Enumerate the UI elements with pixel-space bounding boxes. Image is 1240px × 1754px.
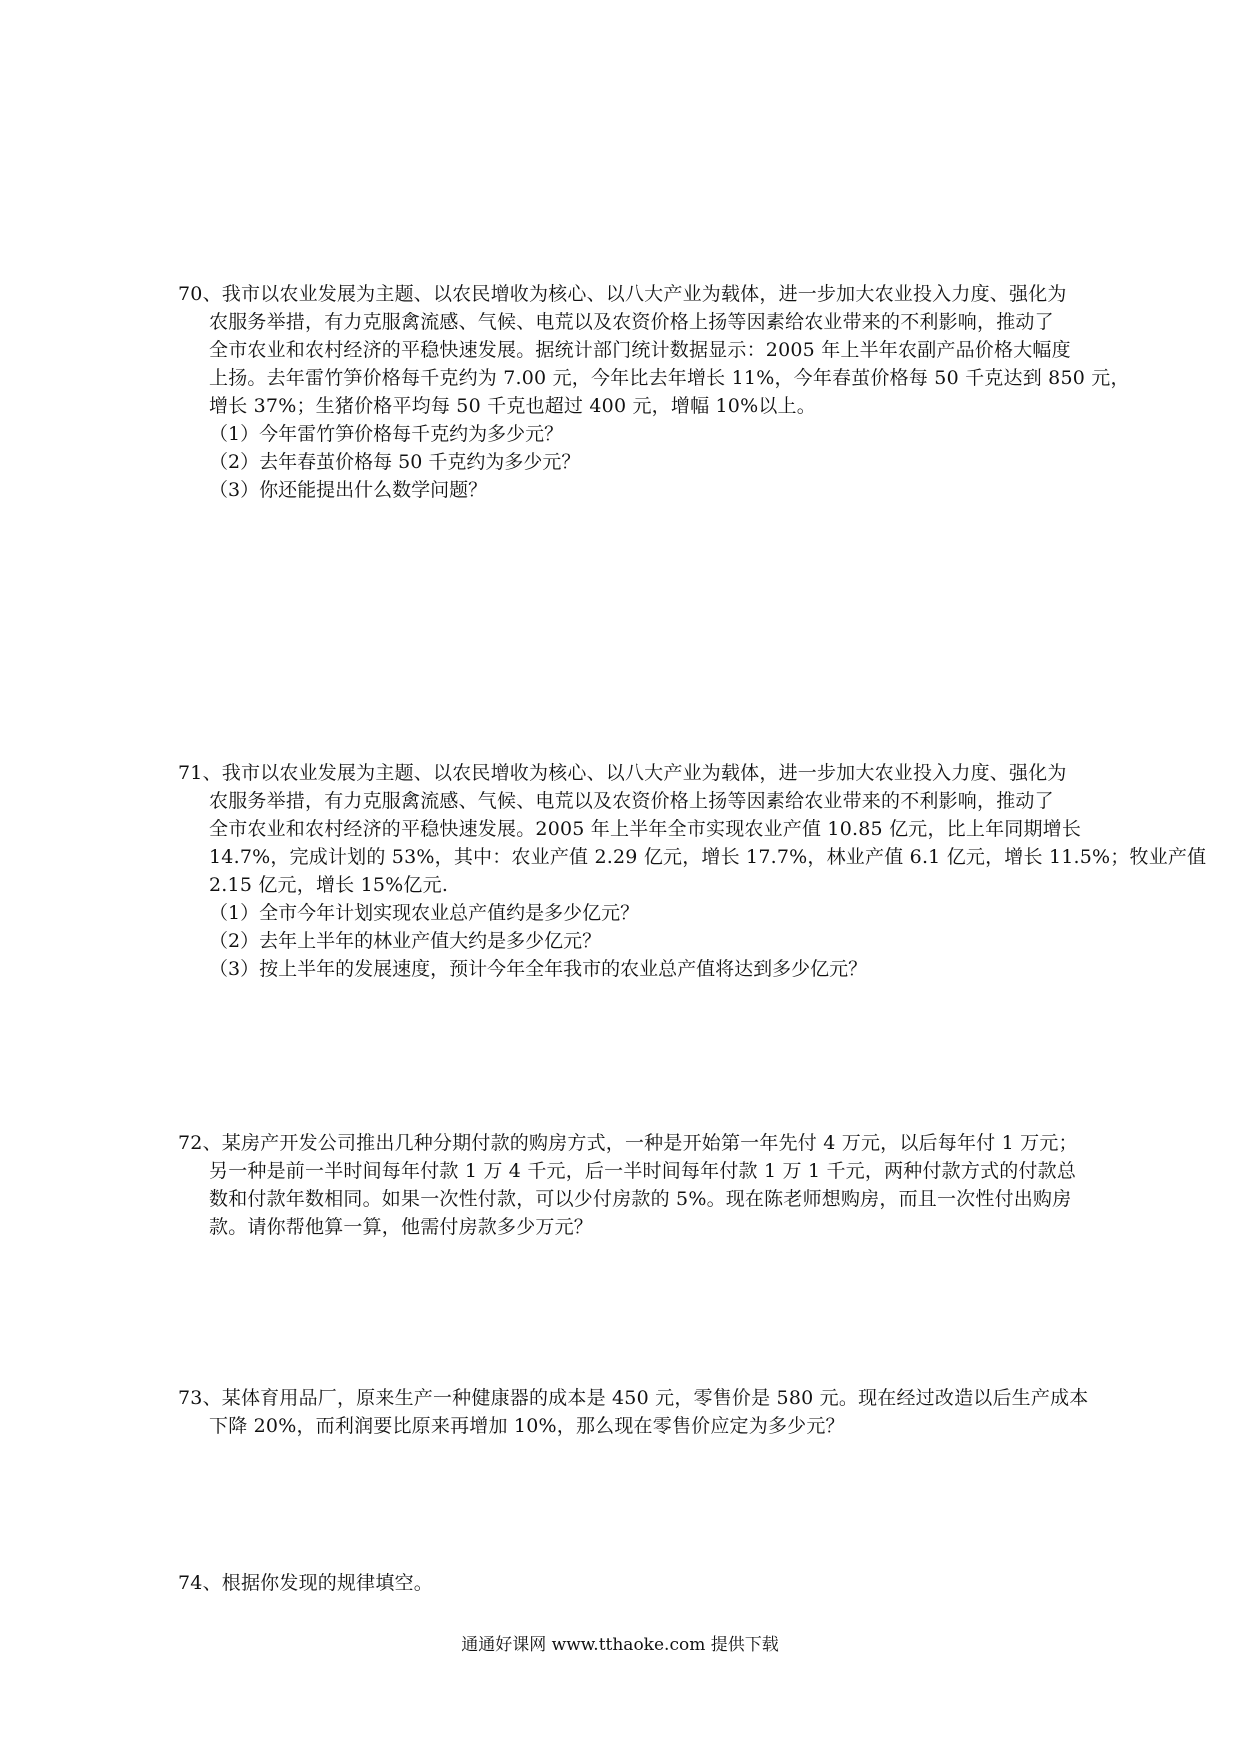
problem-text-line: 70、我市以农业发展为主题、以农民增收为核心、以八大产业为载体，进一步加大农业投入力度、强化为 (178, 283, 1067, 305)
problem-70 (178, 280, 1178, 504)
problem-text-line: 款。请你帮他算一算，他需付房款多少万元？ (209, 1216, 594, 1238)
problem-71 (178, 759, 1207, 983)
problem-text-line: 72、某房产开发公司推出几种分期付款的购房方式，一种是开始第一年先付 4 万元，以后每年付 1 万元； (178, 1132, 1078, 1154)
page-footer: 通通好课网 www.tthaoke.com 提供下载 (461, 1635, 779, 1655)
problem-text-line: 全市农业和农村经济的平稳快速发展。2005 年上半年全市实现农业产值 10.85 亿元，比上年同期增长 (209, 818, 1082, 840)
problem-text-line: 下降 20%，而利润要比原来再增加 10%，那么现在零售价应定为多少元？ (209, 1415, 845, 1437)
problem-text-line: 74、根据你发现的规律填空。 (178, 1572, 433, 1594)
problem-text-line: 数和付款年数相同。如果一次性付款，可以少付房款的 5%。现在陈老师想购房，而且一次性付出购房 (209, 1188, 1072, 1210)
problem-text-line: 农服务举措，有力克服禽流感、气候、电荒以及农资价格上扬等因素给农业带来的不利影响，推动了 (209, 311, 1054, 333)
problem-74 (178, 1569, 1178, 1597)
sub-question: （2）去年春茧价格每 50 千克约为多少元？ (209, 451, 581, 473)
sub-question: （2）去年上半年的林业产值大约是多少亿元？ (209, 930, 602, 952)
problem-text-line: 农服务举措，有力克服禽流感、气候、电荒以及农资价格上扬等因素给农业带来的不利影响，推动了 (209, 790, 1054, 812)
problem-72 (178, 1129, 1178, 1241)
sub-question: （1）今年雷竹笋价格每千克约为多少元？ (209, 423, 564, 445)
problem-text-line: 另一种是前一半时间每年付款 1 万 4 千元，后一半时间每年付款 1 万 1 千元，两种付款方式的付款总 (209, 1160, 1077, 1182)
problem-text-line: 全市农业和农村经济的平稳快速发展。据统计部门统计数据显示：2005 年上半年农副产品价格大幅度 (209, 339, 1071, 361)
problem-73 (178, 1384, 1178, 1440)
sub-question: （1）全市今年计划实现农业总产值约是多少亿元？ (209, 902, 640, 924)
problem-text-line: 71、我市以农业发展为主题、以农民增收为核心、以八大产业为载体，进一步加大农业投入力度、强化为 (178, 762, 1067, 784)
problem-text-line: 增长 37%；生猪价格平均每 50 千克也超过 400 元，增幅 10%以上。 (209, 395, 816, 417)
problem-text-line: 73、某体育用品厂，原来生产一种健康器的成本是 450 元，零售价是 580 元。现在经过改造以后生产成本 (178, 1387, 1089, 1409)
problem-text-line: 14.7%，完成计划的 53%，其中：农业产值 2.29 亿元，增长 17.7%，林业产值 6.1 亿元，增长 11.5%；牧业产值 (209, 846, 1207, 868)
problem-text-line: 2.15 亿元，增长 15%亿元. (209, 874, 449, 896)
problem-text-line: 上扬。去年雷竹笋价格每千克约为 7.00 元，今年比去年增长 11%，今年春茧价格每 50 千克达到 850 元， (209, 367, 1130, 389)
sub-question: （3）按上半年的发展速度，预计今年全年我市的农业总产值将达到多少亿元？ (209, 958, 868, 980)
sub-question: （3）你还能提出什么数学问题？ (209, 479, 488, 501)
